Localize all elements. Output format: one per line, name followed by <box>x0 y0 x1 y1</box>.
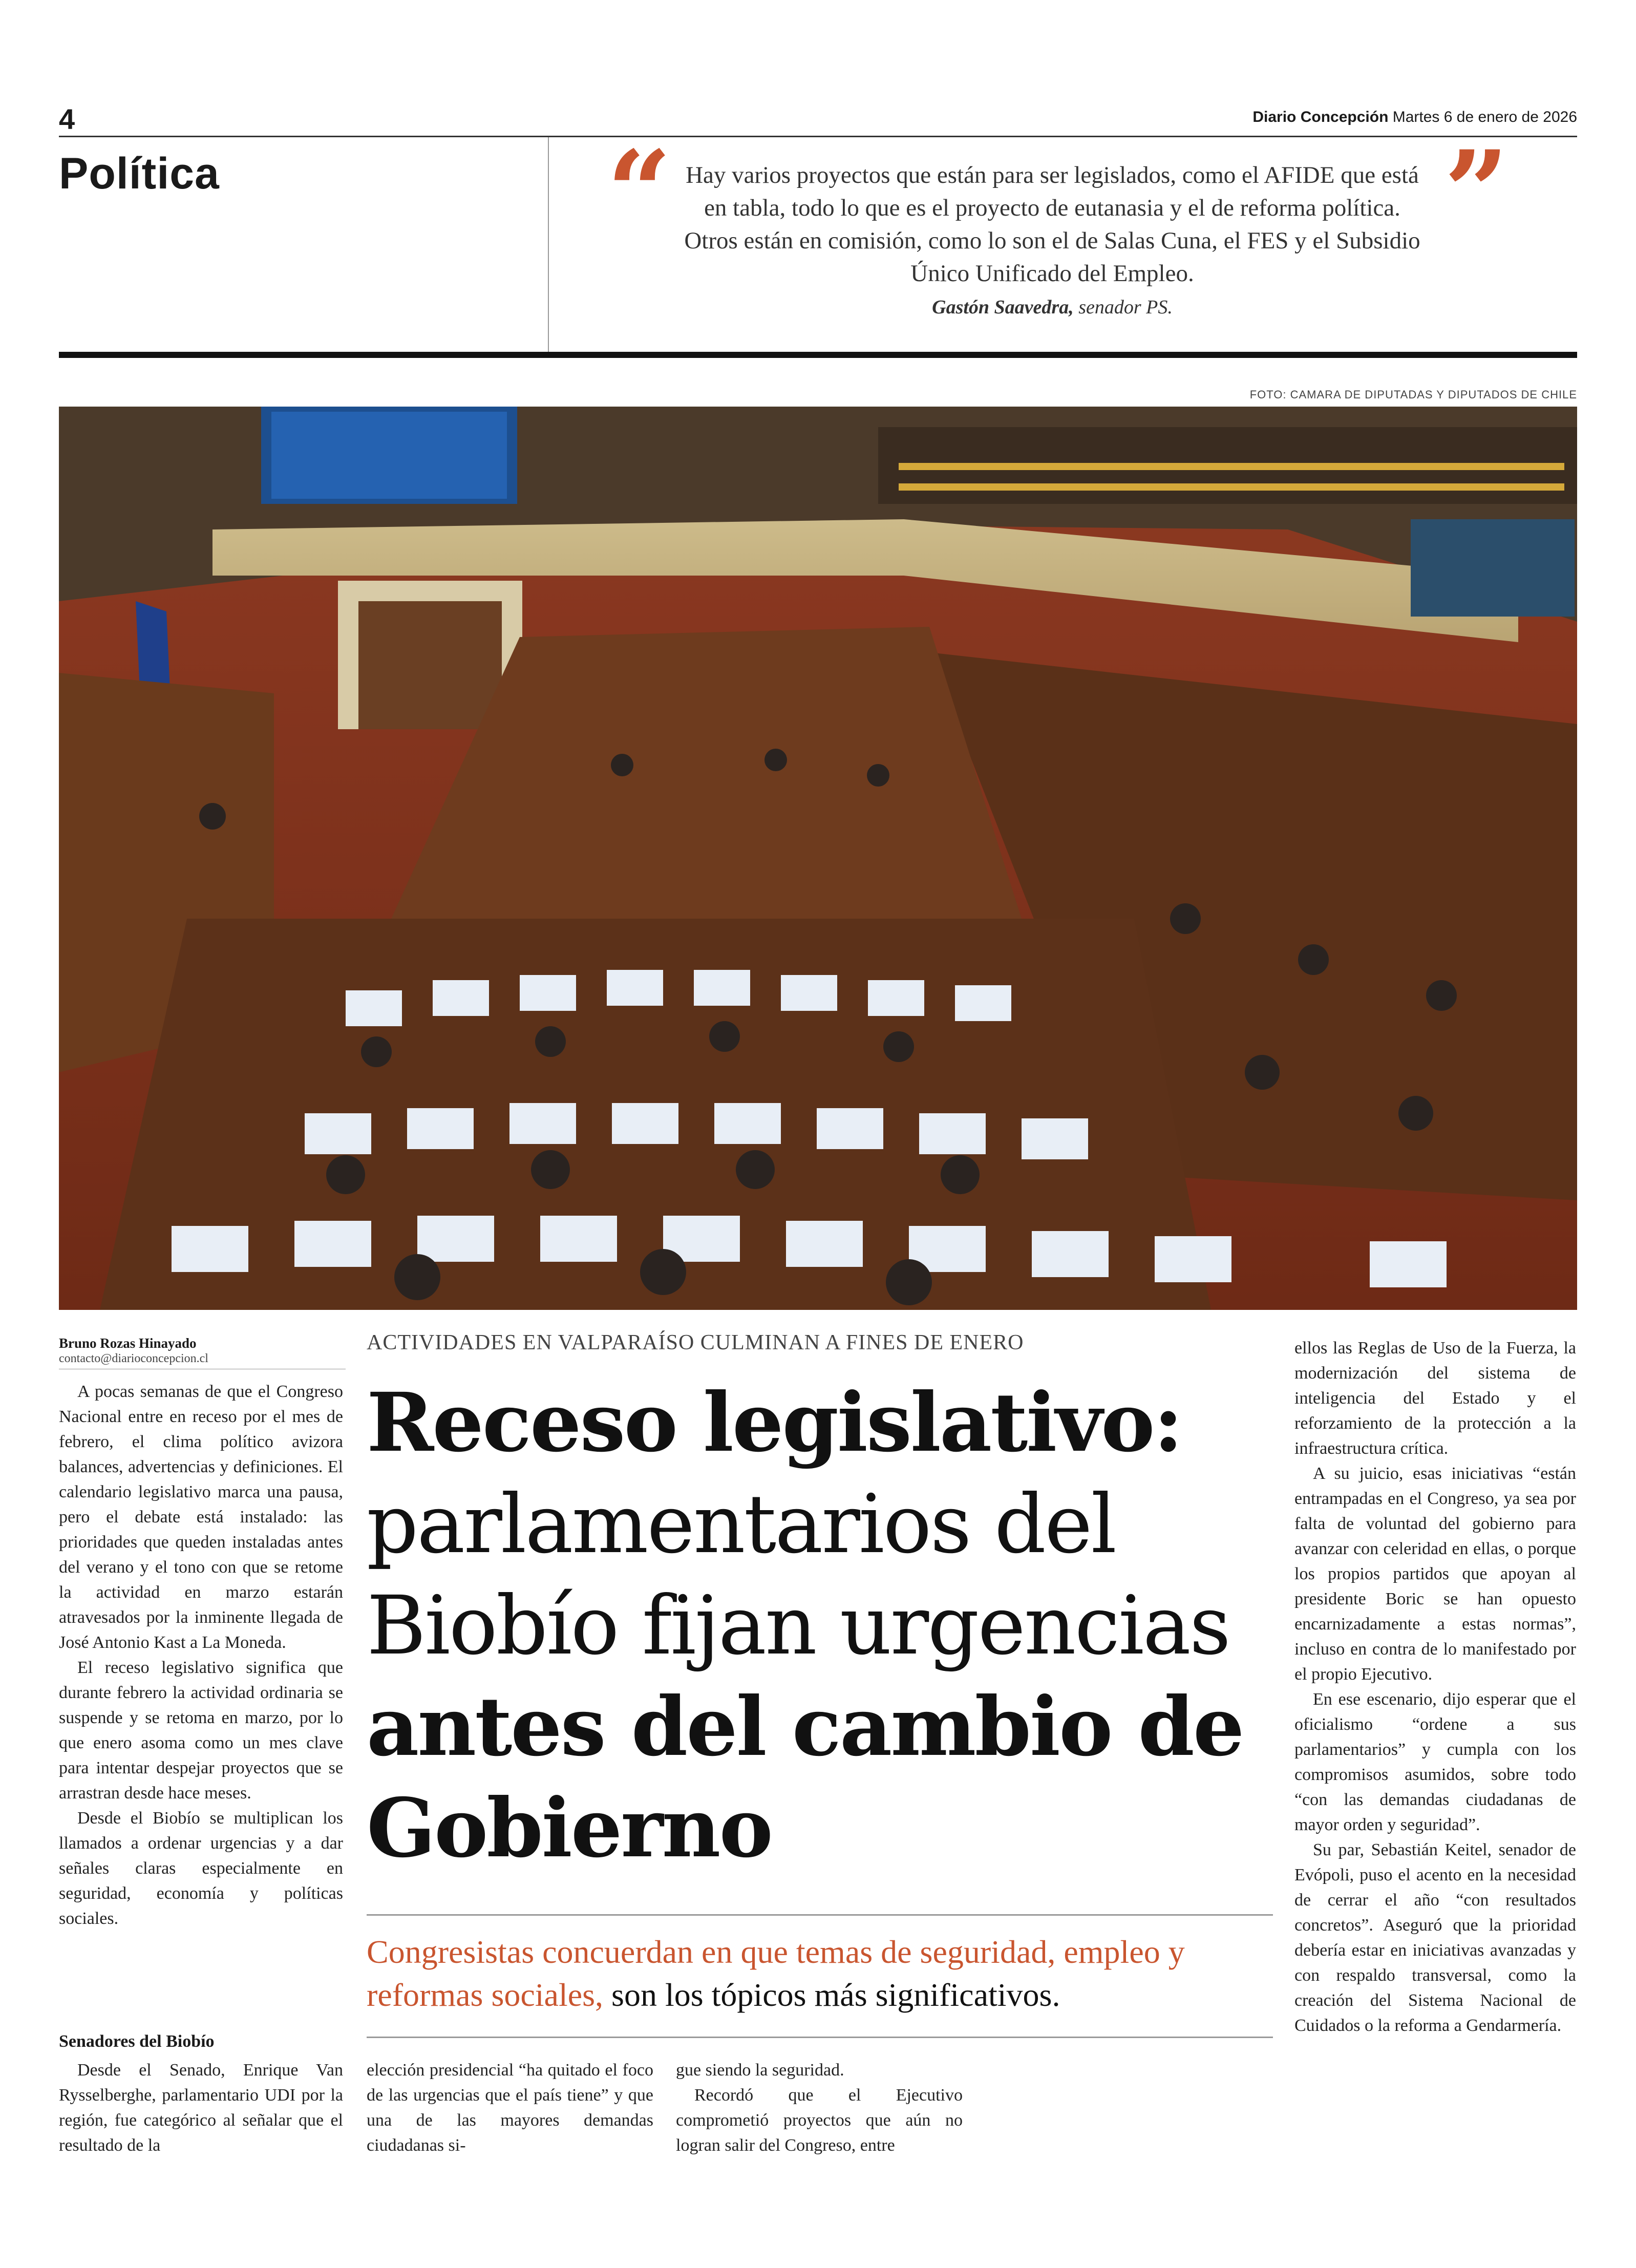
header-rule <box>59 136 1577 137</box>
headline-line-1: Receso legislativo: <box>367 1375 1182 1470</box>
body-paragraph: A su juicio, esas iniciativas “están entrampadas en el Congreso, ya sea por falta de voluntad del gobierno para avanzar con celeridad en ellas, o porque los propios partidos que apoyan al presidente Boric se han opuesto encarnizadamente a estas normas”, incluso en contra de lo manifestado por el propio Ejecutivo. <box>1294 1464 1576 1684</box>
paper-name: Diario Concepción <box>1252 109 1389 125</box>
deck-rest: son los tópicos más significativos. <box>603 1977 1060 2013</box>
pull-quote-author <box>676 296 1429 319</box>
body-column-2 <box>367 2058 653 2158</box>
body-paragraph: En ese escenario, dijo esperar que el oficialismo “ordene a sus parlamentarios” y cumpla con los compromisos asumidos, sobre todo “con las demandas ciudadanas de mayor orden y seguridad”. <box>1294 1690 1576 1834</box>
close-quote-icon: ” <box>1444 125 1509 258</box>
quote-author-role: senador PS. <box>1078 296 1173 318</box>
masthead <box>1252 109 1577 126</box>
body-paragraph: Recordó que el Ejecutivo comprometió proyectos que aún no logran salir del Congreso, entre <box>676 2086 963 2155</box>
headline-line-3: antes del cambio de Gobierno <box>367 1680 1243 1876</box>
open-quote-icon: “ <box>607 125 672 258</box>
deck-rule-top <box>367 1914 1273 1916</box>
quote-divider <box>548 137 549 352</box>
deck-rule-bottom <box>367 2037 1273 2038</box>
kicker: ACTIVIDADES EN VALPARAÍSO CULMINAN A FINES DE ENERO <box>367 1331 1024 1354</box>
page-number: 4 <box>59 103 75 135</box>
body-paragraph: gue siendo la seguridad. <box>676 2061 844 2080</box>
headline <box>367 1372 1268 1879</box>
chamber-photo <box>59 407 1577 1310</box>
body-column-1-continued <box>59 2058 343 2158</box>
byline-email[interactable]: contacto@diarioconcepcion.cl <box>59 1352 346 1369</box>
section-title: Política <box>59 149 220 198</box>
issue-date: Martes 6 de enero de 2026 <box>1392 109 1577 125</box>
body-paragraph: Desde el Senado, Enrique Van Rysselberghe, parlamentario UDI por la región, fue categórico al señalar que el resultado de la <box>59 2061 343 2155</box>
pull-quote-text: Hay varios proyectos que están para ser legislados, como el AFIDE que está en tabla, todo lo que es el proyecto de eutanasia y el de reforma política. Otros están en comisión, como lo son el de Salas Cuna, el FES y el Subsidio Único Unificado del Empleo. <box>684 162 1420 287</box>
deck-highlight: Congresistas concuerdan en que temas de seguridad, empleo y reformas sociales, <box>367 1934 1185 2013</box>
body-paragraph: elección presidencial “ha quitado el foco de las urgencias que el país tiene” y que una de las mayores demandas ciudadanas si- <box>367 2061 653 2155</box>
quote-author-name: Gastón Saavedra, <box>932 296 1074 318</box>
body-paragraph: Desde el Biobío se multiplican los llamados a ordenar urgencias y a dar señales claras especialmente en seguridad, economía y políticas sociales. <box>59 1809 343 1928</box>
body-paragraph: ellos las Reglas de Uso de la Fuerza, la modernización del sistema de inteligencia del Estado y el reforzamiento de la protección a la infraestructura crítica. <box>1294 1339 1576 1458</box>
body-paragraph: El receso legislativo significa que durante febrero la actividad ordinaria se suspende y se retoma en marzo, por lo que enero asoma como un mes clave para intentar despejar proyectos que se arrastran desde hace meses. <box>59 1658 343 1803</box>
body-paragraph: Su par, Sebastián Keitel, senador de Evópoli, puso el acento en la necesidad de cerrar el año “con resultados concretos”. Aseguró que la prioridad debería estar en iniciativas avanzadas y con respaldo transversal, como la creación del Sistema Nacional de Cuidados o la reforma a Gendarmería. <box>1294 1840 1576 2035</box>
subheading: Senadores del Biobío <box>59 2032 215 2051</box>
body-column-3 <box>676 2058 963 2158</box>
body-paragraph: A pocas semanas de que el Congreso Nacional entre en receso por el mes de febrero, el clima político avizora balances, advertencias y definiciones. El calendario legislativo marca una pausa, pero el debate está instalado: las prioridades que queden instaladas antes del verano y el tono con que se retome la actividad en marzo estarán atravesados por la inminente llegada de José Antonio Kast a La Moneda. <box>59 1382 343 1652</box>
deck <box>367 1931 1273 2017</box>
body-column-4 <box>1294 1336 1576 2038</box>
headline-line-2: parlamentarios del Biobío fijan urgencias <box>367 1477 1229 1673</box>
body-column-1 <box>59 1379 343 1931</box>
chamber-illustration <box>59 407 1577 1310</box>
photo-credit: FOTO: CAMARA DE DIPUTADAS Y DIPUTADOS DE CHILE <box>1249 388 1577 401</box>
byline-name: Bruno Rozas Hinayado <box>59 1336 197 1351</box>
quote-rule <box>59 352 1577 358</box>
